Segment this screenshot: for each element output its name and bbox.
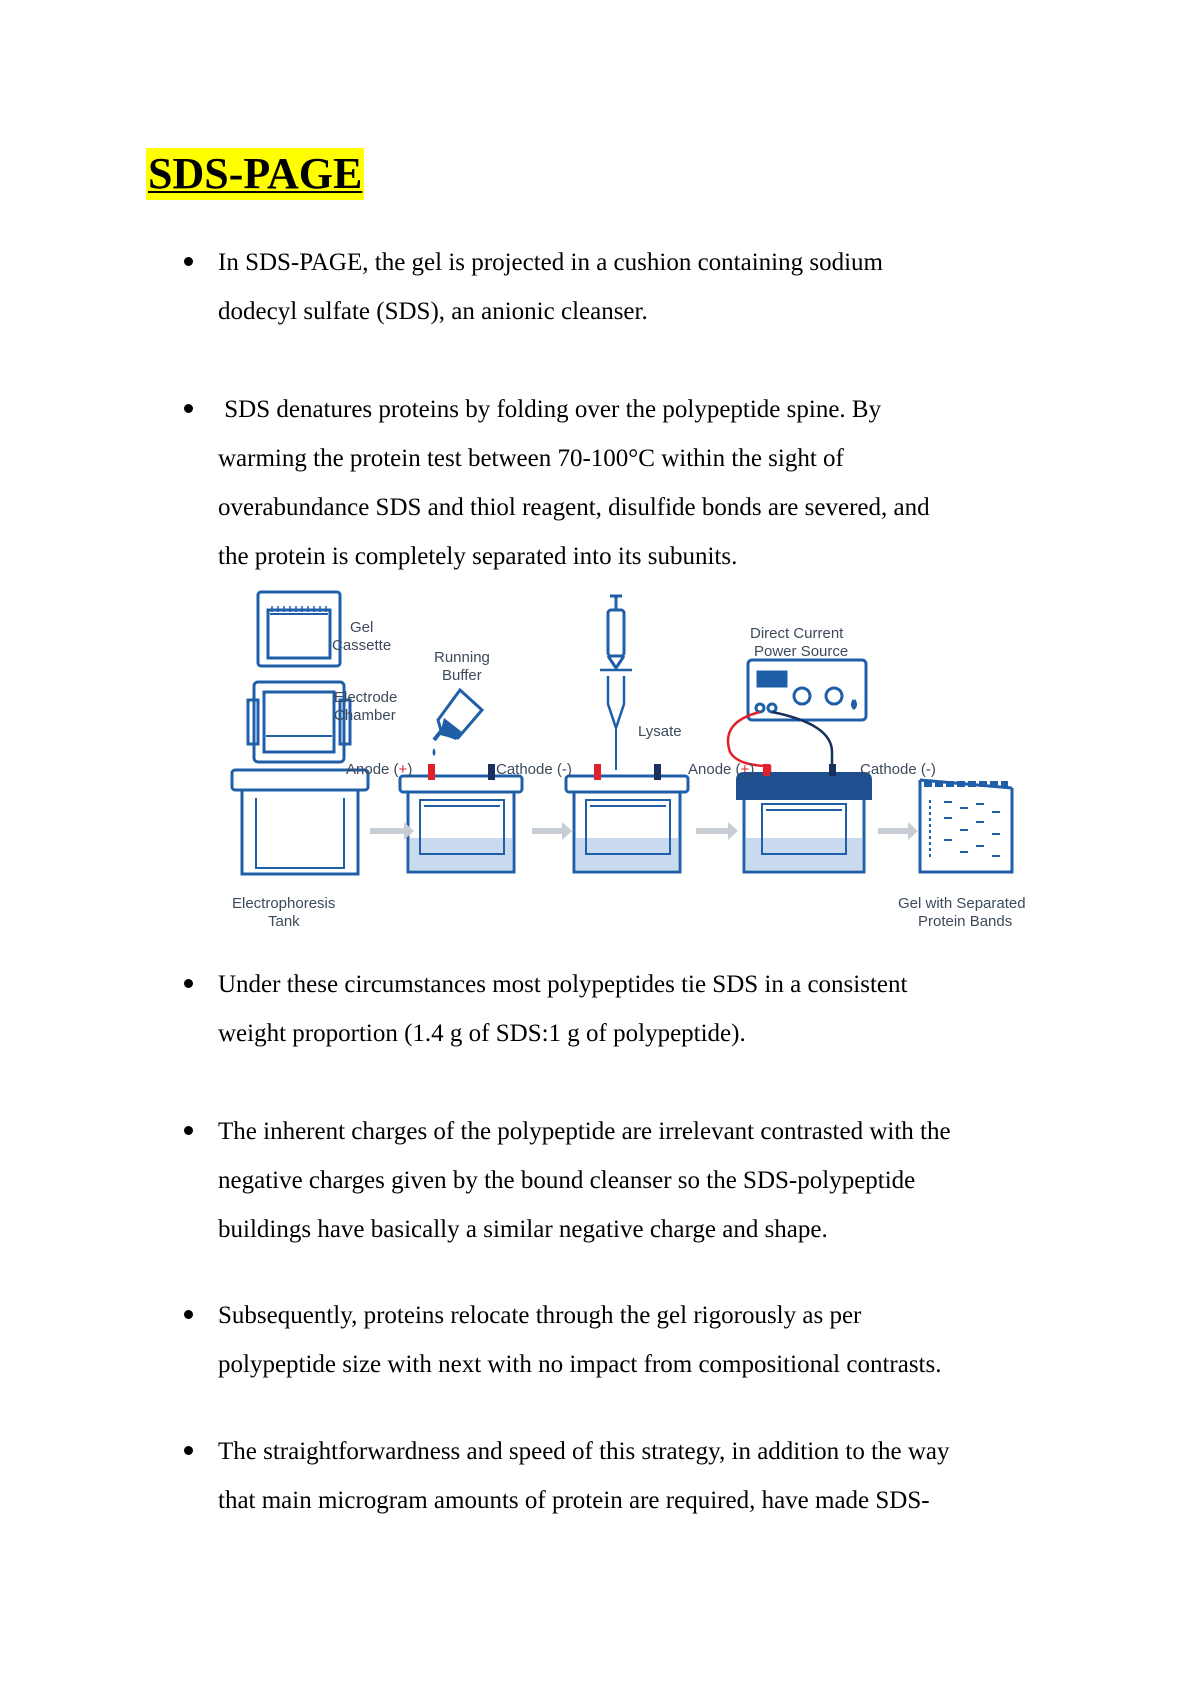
label-line: Chamber — [334, 707, 396, 724]
line: SDS denatures proteins by folding over the polypeptide spine. By — [218, 396, 882, 423]
arrow-icon — [370, 822, 918, 840]
lysate-label: Lysate — [638, 723, 682, 740]
gel-cassette-icon — [258, 592, 340, 666]
running-buffer-label — [434, 649, 490, 684]
label-part: ) — [749, 761, 755, 778]
diagram-svg — [228, 590, 1118, 950]
buffer-tank-icon — [400, 764, 522, 872]
bullet-icon — [184, 979, 193, 988]
line: buildings have basically a similar negative charge and shape. — [218, 1216, 828, 1243]
line: In SDS-PAGE, the gel is projected in a cushion containing sodium — [218, 249, 883, 276]
label-line: Cassette — [332, 637, 392, 654]
line: that main microgram amounts of protein are required, have made SDS- — [218, 1487, 930, 1514]
lysate-tank-icon — [566, 764, 688, 872]
label-part: Anode ( — [346, 761, 399, 778]
label-line: Tank — [268, 913, 300, 930]
line: warming the protein test between 70-100°C within the sight of — [218, 445, 844, 472]
list-item — [218, 1291, 1088, 1389]
label-line: Running — [434, 649, 490, 666]
line: The straightforwardness and speed of this strategy, in addition to the way — [218, 1438, 950, 1465]
list-item — [218, 1107, 1088, 1254]
page-title: SDS-PAGE — [148, 149, 363, 198]
power-source-label — [750, 625, 848, 660]
line: Under these circumstances most polypeptides tie SDS in a consistent — [218, 971, 908, 998]
line: overabundance SDS and thiol reagent, disulfide bonds are severed, and — [218, 494, 930, 521]
running-tank-icon — [736, 764, 872, 872]
electrophoresis-tank-icon — [232, 770, 368, 874]
pipette-icon — [600, 596, 632, 770]
bullet-icon — [184, 1446, 193, 1455]
sds-page-workflow-diagram — [228, 590, 1118, 950]
label-line: Power Source — [754, 643, 849, 660]
line: the protein is completely separated into its subunits. — [218, 543, 738, 570]
list-item — [218, 1427, 1088, 1525]
list-item — [218, 238, 1088, 336]
label-line: Gel — [350, 619, 374, 636]
power-source-icon — [748, 660, 866, 720]
line: The inherent charges of the polypeptide are irrelevant contrasted with the — [218, 1118, 951, 1145]
buffer-bottle-icon — [433, 690, 483, 756]
label-line: Buffer — [442, 667, 482, 684]
line: negative charges given by the bound cleanser so the SDS-polypeptide — [218, 1167, 916, 1194]
bullet-icon — [184, 1310, 193, 1319]
line: weight proportion (1.4 g of SDS:1 g of polypeptide). — [218, 1020, 746, 1047]
gel-result-label — [898, 895, 1026, 930]
line: dodecyl sulfate (SDS), an anionic cleanser. — [218, 298, 648, 325]
label-line: Direct Current — [750, 625, 844, 642]
cathode-label-1: Cathode (-) — [496, 761, 572, 778]
label-line: Protein Bands — [918, 913, 1013, 930]
label-line: Electrode — [334, 689, 398, 706]
bullet-icon — [184, 1126, 193, 1135]
bullet-icon — [184, 404, 193, 413]
svg-text:Anode (+) — [688, 761, 754, 778]
gel-bands-icon — [920, 780, 1012, 872]
line: polypeptide size with next with no impact from compositional contrasts. — [218, 1351, 942, 1378]
anode-label-2 — [688, 761, 754, 778]
cathode-label-2: Cathode (-) — [860, 761, 936, 778]
plus-sign: + — [398, 761, 408, 778]
label-line: Gel with Separated — [898, 895, 1026, 912]
electrode-chamber-label — [334, 689, 397, 724]
bullet-icon — [184, 257, 193, 266]
label-part: ) — [407, 761, 413, 778]
electrophoresis-tank-label — [232, 895, 335, 930]
label-part: Anode ( — [688, 761, 741, 778]
label-line: Electrophoresis — [232, 895, 336, 912]
list-item — [218, 960, 1088, 1058]
anode-label-1 — [346, 761, 412, 778]
svg-text:Anode (+) — [346, 761, 412, 778]
line: Subsequently, proteins relocate through the gel rigorously as per — [218, 1302, 862, 1329]
plus-sign: + — [740, 761, 750, 778]
list-item — [218, 385, 1088, 581]
